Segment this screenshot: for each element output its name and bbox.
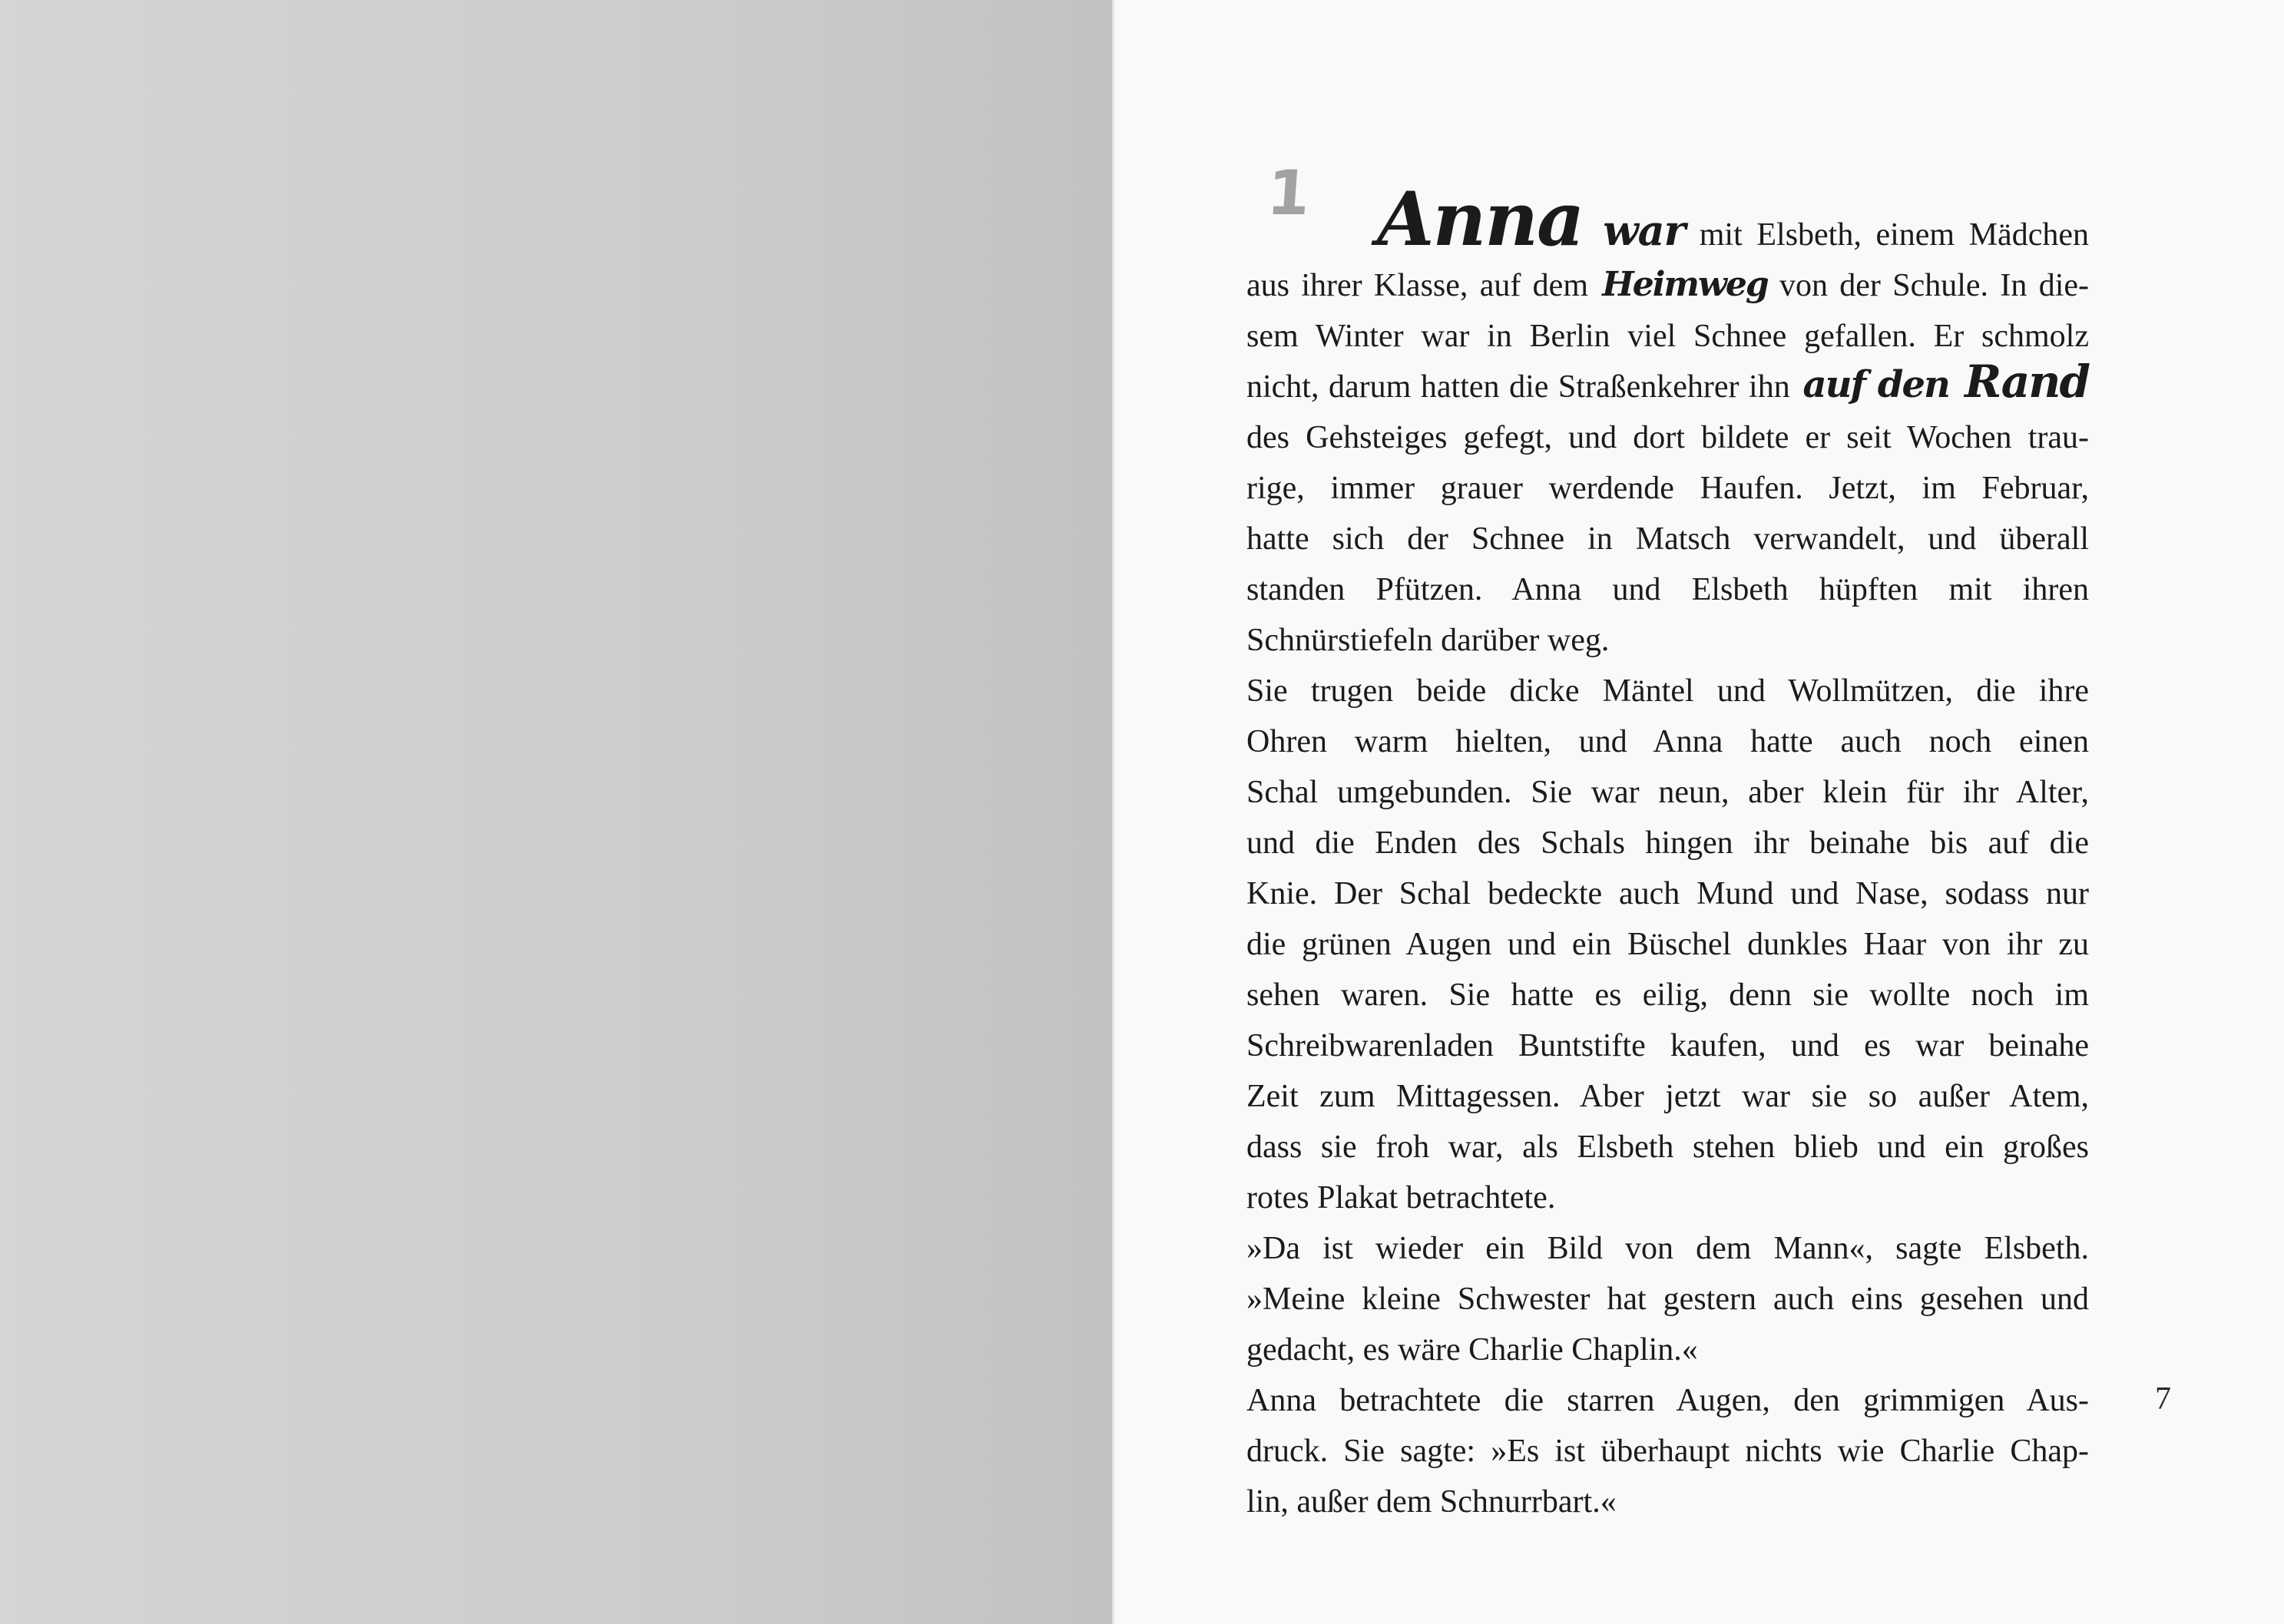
left-page-gutter-shadow [0,0,1112,1624]
text-line: lin, außer dem Schnurrbart.« [1246,1484,1617,1520]
text-line: hatte sich der Schnee in Matsch verwandelt, und überall [1246,521,2089,557]
text-line: Ohren warm hielten, und Anna hatte auch noch einen [1246,724,2089,759]
opening-line-indent [1246,244,1377,245]
body-text-segment: mit Elsbeth, einem Mädchen [1685,217,2089,253]
text-line: Schnürstiefeln darüber weg. [1246,623,1610,658]
text-line: des Gehsteiges gefegt, und dort bildete er seit Wochen trau- [1246,420,2089,455]
body-text-segment: nicht, darum hatten die Straßenkehrer ihn [1246,369,1790,405]
text-line [1246,260,2089,311]
text-column [1246,176,2089,1527]
text-line: die grünen Augen und ein Büschel dunkles Haar von ihr zu [1246,927,2089,962]
text-line: »Meine kleine Schwester hat gestern auch eins gesehen und [1246,1282,2089,1317]
text-line: Schreibwarenladen Buntstifte kaufen, und es war beinahe [1246,1028,2089,1063]
display-word-heimweg: Heimweg [1588,265,1768,304]
text-line: »Da ist wieder ein Bild von dem Mann«, sagte Elsbeth. [1246,1231,2089,1266]
text-line: Knie. Der Schal bedeckte auch Mund und Nase, sodass nur [1246,876,2089,911]
display-word-war: war [1583,206,1686,255]
text-line: sehen waren. Sie hatte es eilig, denn sie wollte noch im [1246,977,2089,1013]
body-text-segment: aus ihrer Klasse, auf dem [1246,268,1588,303]
text-line: gedacht, es wäre Charlie Chaplin.« [1246,1332,1698,1368]
page-number: 7 [2155,1381,2171,1417]
text-line: rotes Plakat betrachtete. [1246,1180,1556,1216]
text-line: Anna betrachtete die starren Augen, den grimmigen Aus- [1246,1383,2089,1418]
chapter-number: 1 [1264,157,1312,229]
display-word-anna: Anna [1377,176,1584,263]
text-line: Schal umgebunden. Sie war neun, aber klein für ihr Alter, [1246,775,2089,810]
text-line: druck. Sie sagte: »Es ist überhaupt nichts wie Charlie Chap- [1246,1434,2089,1469]
text-line: sem Winter war in Berlin viel Schnee gefallen. Er schmolz [1246,319,2089,354]
display-word-rand: Rand [1948,356,2089,408]
text-line: dass sie froh war, als Elsbeth stehen blieb und ein großes [1246,1130,2089,1165]
chapter-opening-line [1246,176,2089,263]
body-text-segment: von der Schule. In die- [1767,268,2089,303]
text-line [1246,356,2089,412]
text-line: rige, immer grauer werdende Haufen. Jetzt, im Februar, [1246,471,2089,506]
text-line: Sie trugen beide dicke Mäntel und Wollmützen, die ihre [1246,673,2089,709]
text-line: und die Enden des Schals hingen ihr beinahe bis auf die [1246,825,2089,861]
display-words-auf-den: auf den [1789,363,1949,406]
text-line: standen Pfützen. Anna und Elsbeth hüpften mit ihren [1246,572,2089,607]
text-line: Zeit zum Mittagessen. Aber jetzt war sie so außer Atem, [1246,1079,2089,1114]
